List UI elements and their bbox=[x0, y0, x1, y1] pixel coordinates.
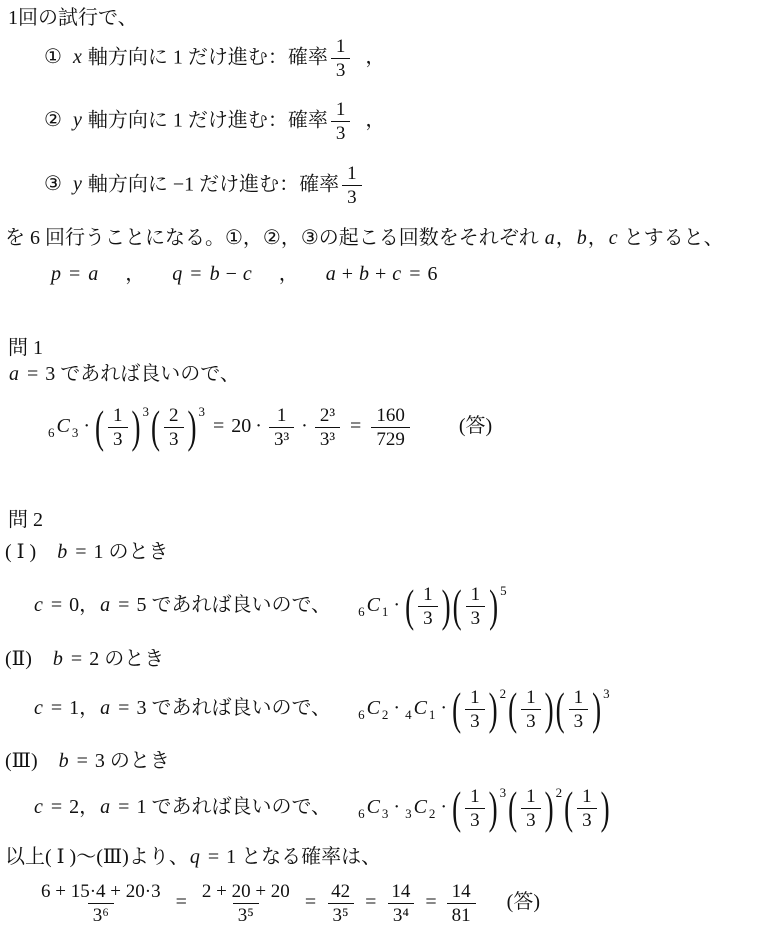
case-1-expression bbox=[357, 580, 508, 632]
fraction bbox=[315, 405, 340, 451]
superscript: 3 bbox=[142, 404, 150, 419]
fraction-numerator: 2 bbox=[169, 404, 179, 426]
math-text: 1 bbox=[69, 697, 80, 719]
option-2-row bbox=[44, 99, 385, 145]
fraction bbox=[466, 584, 486, 630]
math-text: のとき bbox=[103, 541, 169, 563]
equals-sign: = bbox=[27, 363, 39, 385]
equals-sign: = bbox=[118, 697, 130, 719]
subscript: 2 bbox=[428, 806, 436, 821]
left-paren: ( bbox=[564, 782, 574, 834]
left-paren: ( bbox=[151, 401, 161, 453]
title-text: 問 1 bbox=[8, 337, 43, 359]
math-variable: c bbox=[34, 594, 43, 616]
subscript: 3 bbox=[381, 806, 389, 821]
subscript: 6 bbox=[358, 604, 365, 619]
subscript: 6 bbox=[358, 707, 365, 722]
math-text: であれば良いので、 bbox=[55, 363, 240, 385]
option-3-text: 軸方向に −1 だけ進む：確率 bbox=[82, 173, 340, 196]
math-variable: b bbox=[209, 263, 220, 285]
math-text: (Ⅱ) bbox=[5, 648, 52, 670]
fraction bbox=[569, 687, 589, 733]
probability-fraction bbox=[331, 36, 351, 82]
fraction bbox=[164, 405, 184, 451]
fraction bbox=[465, 786, 485, 832]
math-variable: C bbox=[56, 415, 70, 437]
fraction-denominator: 81 bbox=[447, 903, 476, 926]
probability-fraction bbox=[331, 99, 351, 145]
fraction-numerator: 2 + 20 + 20 bbox=[201, 881, 290, 902]
option-2-text: 軸方向に 1 だけ進む：確率 bbox=[82, 109, 328, 132]
math-variable: a bbox=[88, 263, 99, 285]
question-1-equation bbox=[47, 401, 413, 453]
intro-line bbox=[8, 6, 138, 31]
superscript: 5 bbox=[500, 583, 507, 598]
case-1-body bbox=[33, 580, 508, 632]
math-text: 0 bbox=[69, 594, 80, 616]
fraction-denominator: 3⁶ bbox=[88, 903, 114, 926]
math-text: ， bbox=[278, 263, 299, 285]
subscript: 4 bbox=[405, 707, 412, 722]
axis-variable: x bbox=[72, 46, 82, 69]
right-paren: ) bbox=[488, 782, 498, 834]
math-text: を 6 回行うことになる。①，②，③の起こる回数をそれぞれ bbox=[5, 227, 544, 249]
subscript: 6 bbox=[48, 425, 55, 440]
axis-variable: y bbox=[72, 173, 82, 196]
answer-label: (答) bbox=[506, 891, 540, 914]
fraction-denominator: 3 bbox=[521, 808, 541, 831]
fraction bbox=[36, 881, 166, 927]
circled-2-marker: ② bbox=[44, 109, 62, 132]
multiplication-dot: · bbox=[393, 697, 401, 719]
math-text: 1 bbox=[136, 796, 147, 818]
fraction bbox=[386, 881, 415, 927]
equals-sign: = bbox=[304, 891, 317, 914]
fraction-denominator: 3 bbox=[108, 427, 128, 450]
math-variable: b bbox=[52, 648, 63, 670]
fraction-denominator: 3⁴ bbox=[388, 903, 414, 926]
fraction-numerator: 1 bbox=[276, 404, 287, 426]
math-text: 2 bbox=[89, 648, 100, 670]
left-paren: ( bbox=[452, 580, 462, 632]
math-text: のとき bbox=[99, 648, 165, 670]
equals-sign: = bbox=[50, 697, 63, 719]
fraction-numerator: 1 bbox=[335, 99, 346, 120]
option-1-row bbox=[44, 36, 385, 82]
case-2-body bbox=[33, 683, 611, 735]
case-3-heading bbox=[5, 749, 170, 774]
circled-3-marker: ③ bbox=[44, 173, 62, 196]
case-2-heading bbox=[5, 647, 164, 672]
case-3-body bbox=[33, 782, 611, 834]
equals-sign: = bbox=[190, 263, 202, 285]
equals-sign: = bbox=[213, 415, 225, 437]
final-equation bbox=[33, 881, 479, 927]
pq-equation bbox=[50, 262, 437, 287]
question-1-equation-row bbox=[47, 401, 493, 453]
equals-sign: = bbox=[75, 541, 87, 563]
fraction-numerator: 1 bbox=[526, 686, 536, 708]
multiplication-dot: · bbox=[440, 697, 448, 719]
math-text: 3 bbox=[45, 363, 56, 385]
fraction-denominator: 3 bbox=[465, 709, 485, 732]
fraction-denominator: 3³ bbox=[269, 427, 294, 450]
answer-label: (答) bbox=[458, 415, 493, 437]
left-paren: ( bbox=[405, 580, 415, 632]
fraction-numerator: 1 bbox=[573, 686, 584, 708]
fraction-denominator: 3 bbox=[465, 808, 485, 831]
right-paren: ) bbox=[592, 683, 602, 735]
option-2-comma: ， bbox=[365, 109, 386, 132]
case-2-condition bbox=[33, 697, 331, 719]
option-1-comma: ， bbox=[365, 46, 386, 69]
fraction-denominator: 3 bbox=[342, 185, 362, 208]
math-text: 6 bbox=[427, 263, 438, 285]
math-variable: c bbox=[34, 796, 43, 818]
math-text: とすると、 bbox=[618, 227, 724, 249]
math-text: となる確率は、 bbox=[236, 846, 382, 868]
fraction bbox=[269, 405, 294, 451]
case-3-condition bbox=[33, 796, 331, 818]
math-variable: q bbox=[172, 263, 183, 285]
fraction-denominator: 3³ bbox=[315, 427, 340, 450]
subscript: 3 bbox=[405, 806, 412, 821]
case-3-expression bbox=[357, 782, 611, 834]
math-text: ， bbox=[555, 227, 576, 249]
fraction-denominator: 3 bbox=[164, 427, 184, 450]
final-equation-row bbox=[33, 881, 540, 927]
subscript: 1 bbox=[381, 604, 389, 619]
fraction-numerator: 42 bbox=[331, 881, 351, 902]
equals-sign: = bbox=[69, 263, 81, 285]
math-variable: C bbox=[413, 697, 427, 719]
left-paren: ( bbox=[555, 683, 565, 735]
equals-sign: = bbox=[70, 648, 83, 670]
math-variable: b bbox=[57, 541, 68, 563]
fraction bbox=[465, 687, 485, 733]
math-variable: C bbox=[413, 796, 427, 818]
math-text: 20 bbox=[231, 415, 252, 437]
math-variable: c bbox=[392, 263, 402, 285]
equals-sign: = bbox=[207, 846, 220, 868]
math-text: ， bbox=[587, 227, 608, 249]
equals-sign: = bbox=[118, 594, 130, 616]
fraction-numerator: 6 + 15·4 + 20·3 bbox=[41, 881, 161, 902]
superscript: 2 bbox=[499, 686, 507, 701]
fraction-denominator: 729 bbox=[371, 427, 410, 450]
left-paren: ( bbox=[452, 683, 462, 735]
option-3-row bbox=[44, 163, 365, 209]
fraction-denominator: 3 bbox=[418, 606, 438, 629]
question-1-title bbox=[8, 336, 43, 361]
case-1-condition bbox=[33, 594, 331, 616]
conclusion-sentence bbox=[5, 845, 381, 870]
fraction-denominator: 3 bbox=[331, 58, 351, 81]
axis-variable: y bbox=[72, 109, 82, 132]
subscript: 1 bbox=[428, 707, 436, 722]
math-text: のとき bbox=[104, 750, 170, 772]
case-1-heading bbox=[5, 540, 169, 565]
superscript: 3 bbox=[603, 686, 610, 701]
fraction bbox=[197, 881, 295, 927]
multiplication-dot: · bbox=[393, 796, 401, 818]
multiplication-dot: · bbox=[440, 796, 448, 818]
fraction-numerator: 1 bbox=[526, 785, 536, 807]
equals-sign: = bbox=[409, 263, 421, 285]
title-text: 問 2 bbox=[8, 509, 43, 531]
math-variable: a bbox=[100, 796, 111, 818]
math-text: であれば良いので、 bbox=[146, 594, 332, 616]
fraction-numerator: 1 bbox=[582, 785, 592, 807]
math-text: (Ⅲ) bbox=[5, 750, 58, 772]
fraction-numerator: 1 bbox=[113, 404, 123, 426]
math-variable: C bbox=[366, 594, 380, 616]
superscript: 2 bbox=[555, 785, 563, 800]
math-text: 3 bbox=[136, 697, 147, 719]
superscript: 3 bbox=[499, 785, 507, 800]
fraction bbox=[521, 786, 541, 832]
fraction-denominator: 3 bbox=[521, 709, 541, 732]
math-text: ( Ⅰ ) bbox=[5, 541, 57, 563]
math-variable: a bbox=[325, 263, 336, 285]
fraction bbox=[418, 584, 438, 630]
setup-sentence bbox=[5, 226, 724, 251]
multiplication-dot: · bbox=[301, 415, 308, 437]
equals-sign: = bbox=[425, 891, 437, 914]
math-text: ， bbox=[79, 697, 100, 719]
equals-sign: = bbox=[50, 594, 63, 616]
math-variable: q bbox=[189, 846, 200, 868]
math-text: ， bbox=[125, 263, 146, 285]
equals-sign: = bbox=[50, 796, 63, 818]
equals-sign: = bbox=[365, 891, 377, 914]
question-2-title bbox=[8, 508, 43, 533]
math-text: + bbox=[370, 263, 392, 285]
math-text: 1 bbox=[93, 541, 104, 563]
equals-sign: = bbox=[118, 796, 130, 818]
math-text: であれば良いので、 bbox=[146, 697, 332, 719]
math-text: であれば良いので、 bbox=[146, 796, 332, 818]
math-text: 1 bbox=[226, 846, 237, 868]
left-paren: ( bbox=[95, 401, 105, 453]
math-variable: a bbox=[100, 594, 111, 616]
question-1-condition bbox=[8, 362, 240, 387]
equals-sign: = bbox=[175, 891, 187, 914]
intro-text: 1回の試行で、 bbox=[8, 7, 138, 29]
fraction-numerator: 2³ bbox=[319, 404, 336, 426]
fraction-numerator: 1 bbox=[470, 785, 480, 807]
fraction bbox=[447, 881, 476, 927]
right-paren: ) bbox=[441, 580, 451, 632]
math-variable: b bbox=[359, 263, 370, 285]
equals-sign: = bbox=[76, 750, 88, 772]
fraction-numerator: 14 bbox=[451, 881, 471, 902]
right-paren: ) bbox=[489, 580, 499, 632]
subscript: 2 bbox=[381, 707, 389, 722]
fraction-numerator: 1 bbox=[470, 686, 480, 708]
right-paren: ) bbox=[600, 782, 610, 834]
math-variable: a bbox=[9, 363, 19, 385]
math-variable: b bbox=[576, 227, 587, 249]
right-paren: ) bbox=[544, 782, 554, 834]
math-variable: C bbox=[366, 697, 380, 719]
math-variable: C bbox=[366, 796, 380, 818]
multiplication-dot: · bbox=[255, 415, 262, 437]
subscript: 6 bbox=[358, 806, 365, 821]
fraction-numerator: 1 bbox=[470, 583, 481, 605]
fraction-denominator: 3 bbox=[577, 808, 597, 831]
math-text: 2 bbox=[69, 796, 80, 818]
math-text: − bbox=[220, 263, 242, 285]
subscript: 3 bbox=[71, 425, 79, 440]
math-variable: c bbox=[608, 227, 618, 249]
math-variable: p bbox=[51, 263, 61, 285]
fraction bbox=[577, 786, 597, 832]
math-variable: c bbox=[34, 697, 43, 719]
case-2-expression bbox=[357, 683, 611, 735]
math-variable: a bbox=[100, 697, 111, 719]
multiplication-dot: · bbox=[83, 415, 91, 437]
math-text: ， bbox=[79, 796, 100, 818]
fraction-numerator: 14 bbox=[391, 881, 411, 902]
probability-fraction bbox=[342, 163, 362, 209]
option-1-text: 軸方向に 1 だけ進む：確率 bbox=[82, 46, 328, 69]
math-variable: a bbox=[544, 227, 555, 249]
multiplication-dot: · bbox=[393, 594, 401, 616]
fraction-denominator: 3⁵ bbox=[233, 903, 259, 926]
fraction bbox=[371, 405, 410, 451]
fraction-denominator: 3 bbox=[331, 121, 351, 144]
fraction-denominator: 3 bbox=[569, 709, 589, 732]
math-text: ， bbox=[79, 594, 100, 616]
math-text: 5 bbox=[136, 594, 147, 616]
right-paren: ) bbox=[187, 401, 197, 453]
superscript: 3 bbox=[198, 404, 206, 419]
circled-1-marker: ① bbox=[44, 46, 62, 69]
fraction bbox=[326, 881, 355, 927]
fraction-denominator: 3 bbox=[466, 606, 486, 629]
right-paren: ) bbox=[488, 683, 498, 735]
math-text: 3 bbox=[94, 750, 105, 772]
right-paren: ) bbox=[131, 401, 141, 453]
fraction-denominator: 3⁵ bbox=[328, 903, 354, 926]
math-variable: b bbox=[58, 750, 69, 772]
left-paren: ( bbox=[508, 683, 518, 735]
equals-sign: = bbox=[350, 415, 362, 437]
math-variable: c bbox=[242, 263, 252, 285]
fraction-numerator: 160 bbox=[376, 404, 405, 426]
fraction-numerator: 1 bbox=[347, 163, 357, 184]
fraction bbox=[108, 405, 128, 451]
right-paren: ) bbox=[544, 683, 554, 735]
left-paren: ( bbox=[452, 782, 462, 834]
fraction bbox=[521, 687, 541, 733]
fraction-numerator: 1 bbox=[423, 583, 433, 605]
math-text: 以上( Ⅰ )～(Ⅲ)より、 bbox=[5, 846, 189, 868]
fraction-numerator: 1 bbox=[335, 36, 346, 57]
math-text: + bbox=[336, 263, 359, 285]
left-paren: ( bbox=[508, 782, 518, 834]
